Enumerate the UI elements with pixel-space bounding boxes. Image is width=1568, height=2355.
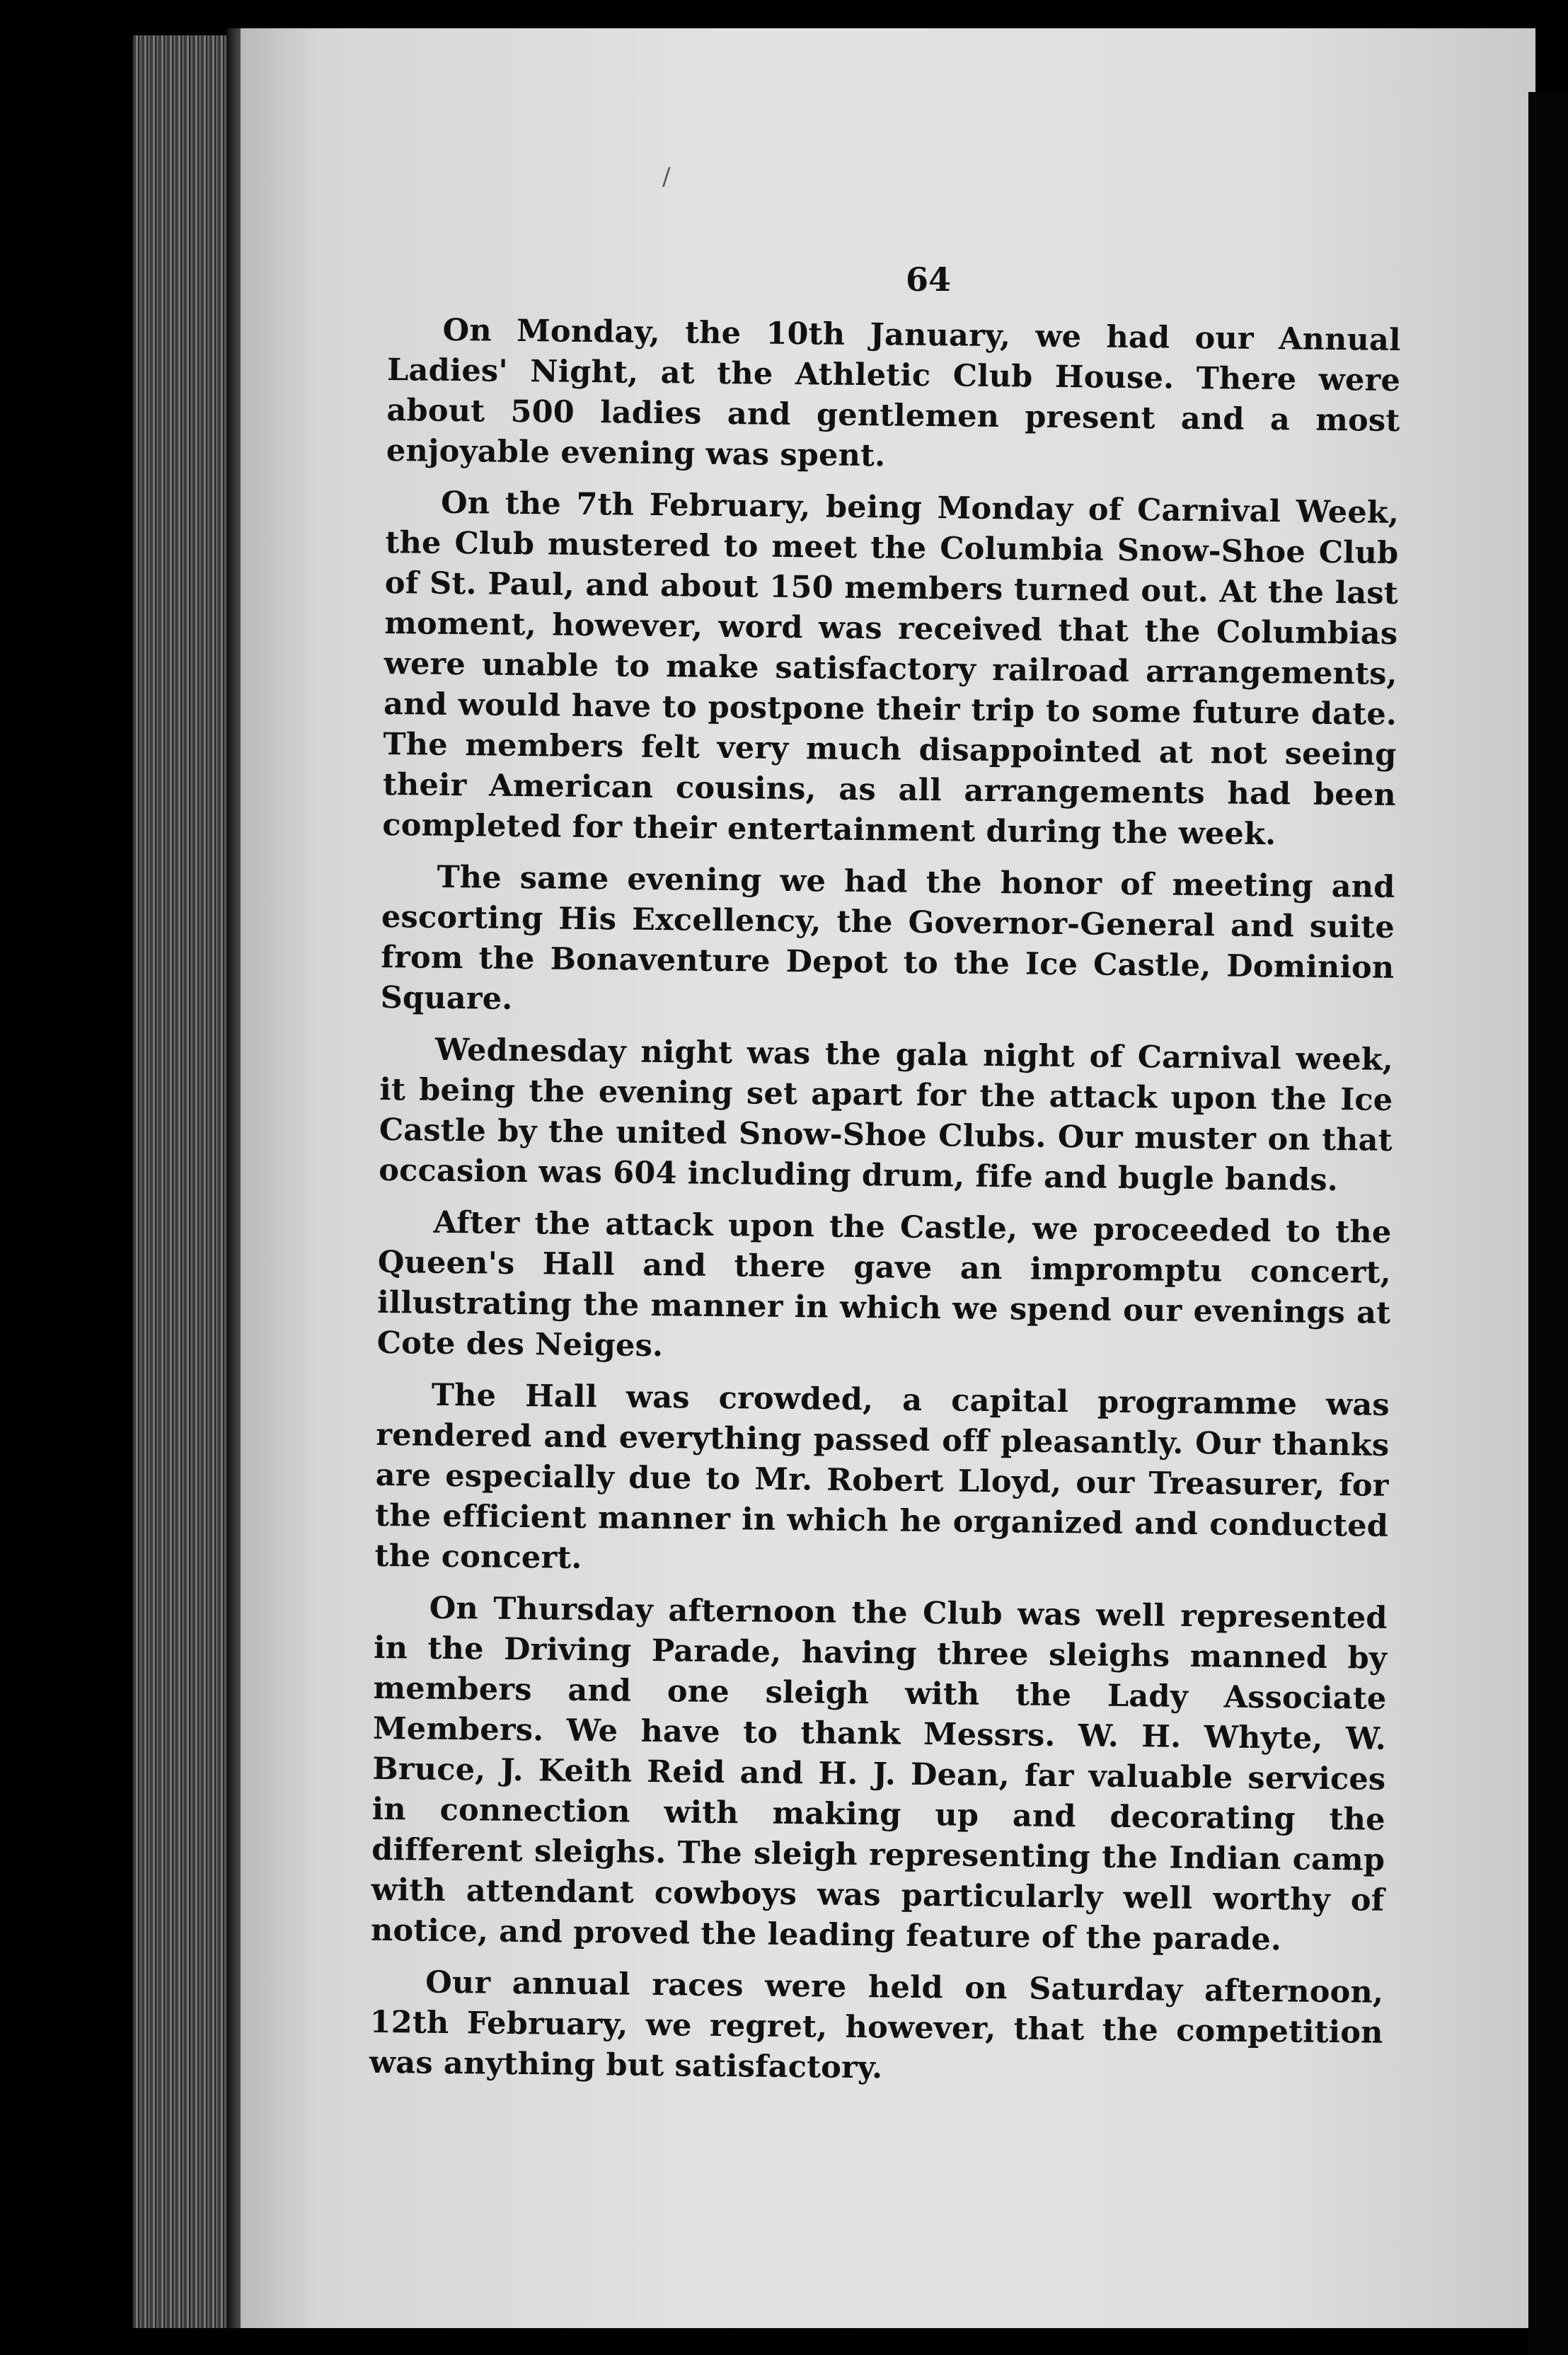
paragraph-queens-hall-concert: After the attack upon the Castle, we proceeded to the Queen's Hall and there gave an impromptu concert, illustrating the manner in which we spend our evenings at Cote des Neiges. <box>376 1204 1392 1364</box>
paragraph-driving-parade: On Thursday afternoon the Club was well represented in the Driving Parade, having three sleighs manned by members and one sleigh with the Lady Associate Members. We have to thank Messrs. W. H. Whyte, W. Bruce, J. Keith Reid and H. J. Dean, far valuable services in connection with making up and decorating the different sleighs. The sleigh representing the Indian camp with attendant cowboys was particularly well worthy of notice, and proved the leading feature of the parade. <box>370 1590 1388 1958</box>
book-page-edges <box>133 35 232 2328</box>
page-body <box>369 310 1401 2105</box>
margin-specks: / <box>662 163 671 191</box>
scan-border <box>1528 92 1568 2355</box>
paragraph-columbia-club: On the 7th February, being Monday of Carnival Week, the Club mustered to meet the Columbia Snow-Shoe Club of St. Paul, and about 150 members turned out. At the last moment, however, word was received that the Columbias were unable to make satisfactory railroad arrangements, and would have to postpone their trip to some future date. The members felt very much disappointed at not seeing their American cousins, as all arrangements had been completed for their entertainment during the week. <box>382 485 1400 853</box>
page-number: 64 <box>906 260 952 299</box>
paragraph-hall-crowded: The Hall was crowded, a capital programme was rendered and everything passed off pleasantly. Our thanks are especially due to Mr. Robert Lloyd, our Treasurer, for the efficient manner in which he organized and conducted the concert. <box>374 1377 1390 1576</box>
paragraph-ladies-night: On Monday, the 10th January, we had our Annual Ladies' Night, at the Athletic Club House. There were about 500 ladies and gentlemen present and a most enjoyable evening was spent. <box>386 312 1401 474</box>
paragraph-ice-castle-attack: Wednesday night was the gala night of Carnival week, it being the evening set apart for the attack upon the Ice Castle by the united Snow-Shoe Clubs. Our muster on that occasion was 604 including drum, fife and bugle bands. <box>379 1032 1394 1199</box>
paragraph-annual-races: Our annual races were held on Saturday afternoon, 12th February, we regret, however, that the competition was anything but satisfactory. <box>369 1964 1384 2086</box>
paragraph-governor-general: The same evening we had the honor of meeting and escorting His Excellency, the Governor-General and suite from the Bonaventure Depot to the Ice Castle, Dominion Square. <box>380 859 1395 1017</box>
